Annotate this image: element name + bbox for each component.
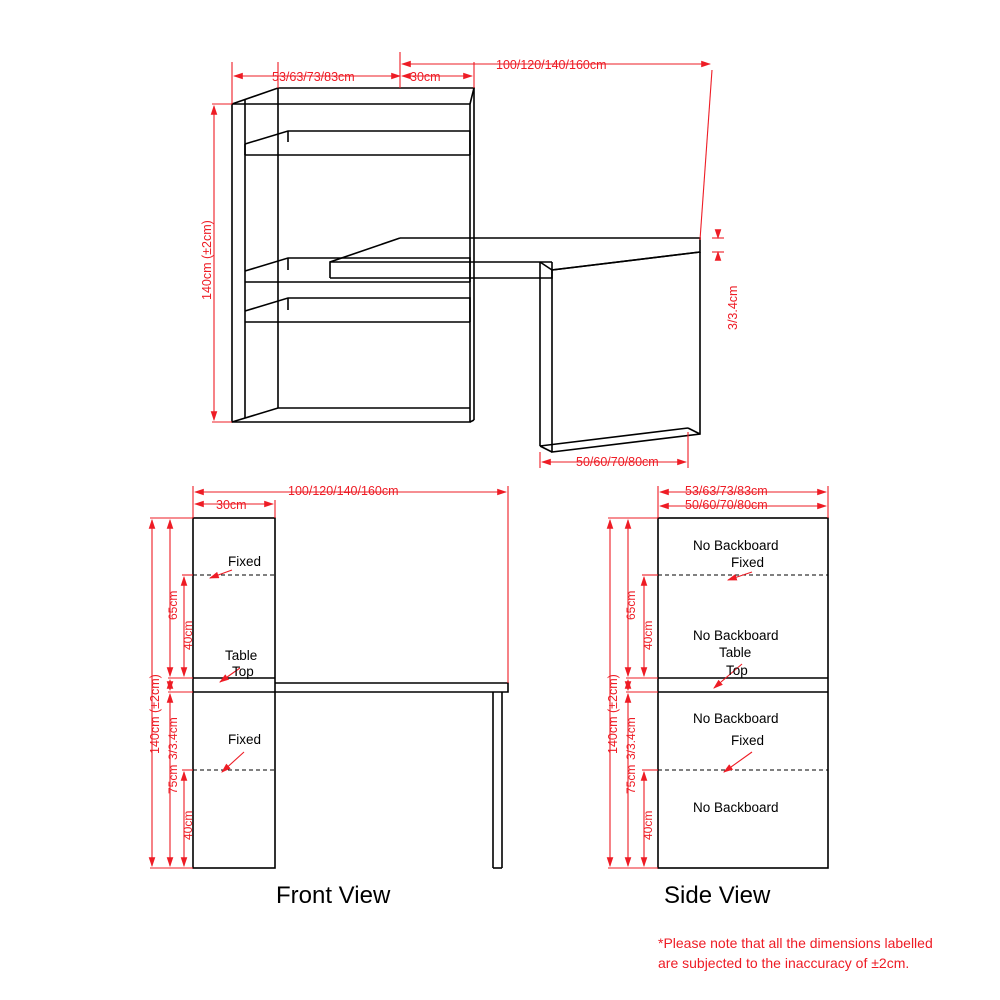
side-view-title: Side View xyxy=(664,882,771,909)
side-dim-lower: 75cm xyxy=(624,764,638,794)
side-label-fixed-upper: Fixed xyxy=(731,555,765,570)
front-dim-lower: 75cm xyxy=(166,764,180,794)
iso-dim-top-thickness: 3/3.4cm xyxy=(726,285,740,330)
iso-dim-shelf-width: 53/63/73/83cm xyxy=(272,70,355,84)
front-label-fixed-upper: Fixed xyxy=(228,554,262,569)
front-dim-total-width: 100/120/140/160cm xyxy=(288,484,399,498)
front-view-geometry xyxy=(193,518,508,868)
side-label-table-top-2: Top xyxy=(726,663,748,678)
side-label-fixed-lower: Fixed xyxy=(731,733,765,748)
front-view-dimensions xyxy=(150,486,508,868)
side-dim-width-inner: 50/60/70/80cm xyxy=(685,498,768,512)
front-dim-upper: 65cm xyxy=(166,590,180,620)
iso-dim-desk-depth: 50/60/70/80cm xyxy=(576,455,659,469)
front-dim-height: 140cm (±2cm) xyxy=(148,674,162,754)
iso-dim-total-width: 100/120/140/160cm xyxy=(496,58,607,72)
note-line-2: are subjected to the inaccuracy of ±2cm. xyxy=(658,955,910,971)
side-dim-lower-inner: 40cm xyxy=(641,810,655,840)
front-label-fixed-lower: Fixed xyxy=(228,732,262,747)
side-dim-top-thickness: 3/3.4cm xyxy=(624,717,638,760)
front-label-table-top-1: Table xyxy=(225,648,258,663)
front-label-table-top-2: Top xyxy=(232,664,254,679)
front-dim-upper-inner: 40cm xyxy=(181,620,195,650)
iso-dim-depth-top: 30cm xyxy=(410,70,441,84)
front-dim-shelf-depth: 30cm xyxy=(216,498,247,512)
side-dim-upper: 65cm xyxy=(624,590,638,620)
side-label-no-backboard-3: No Backboard xyxy=(693,711,779,726)
side-dim-height: 140cm (±2cm) xyxy=(606,674,620,754)
side-label-no-backboard-2: No Backboard xyxy=(693,628,779,643)
note-line-1: *Please note that all the dimensions labelled xyxy=(658,935,933,951)
side-dim-width-outer: 53/63/73/83cm xyxy=(685,484,768,498)
side-label-table-top-1: Table xyxy=(719,645,752,660)
iso-view-geometry xyxy=(232,88,700,452)
front-view-title: Front View xyxy=(276,882,391,909)
side-dim-upper-inner: 40cm xyxy=(641,620,655,650)
side-label-no-backboard-4: No Backboard xyxy=(693,800,779,815)
front-dim-lower-inner: 40cm xyxy=(181,810,195,840)
side-label-no-backboard-1: No Backboard xyxy=(693,538,779,553)
front-dim-top-thickness: 3/3.4cm xyxy=(166,717,180,760)
iso-dim-height: 140cm (±2cm) xyxy=(200,220,214,300)
